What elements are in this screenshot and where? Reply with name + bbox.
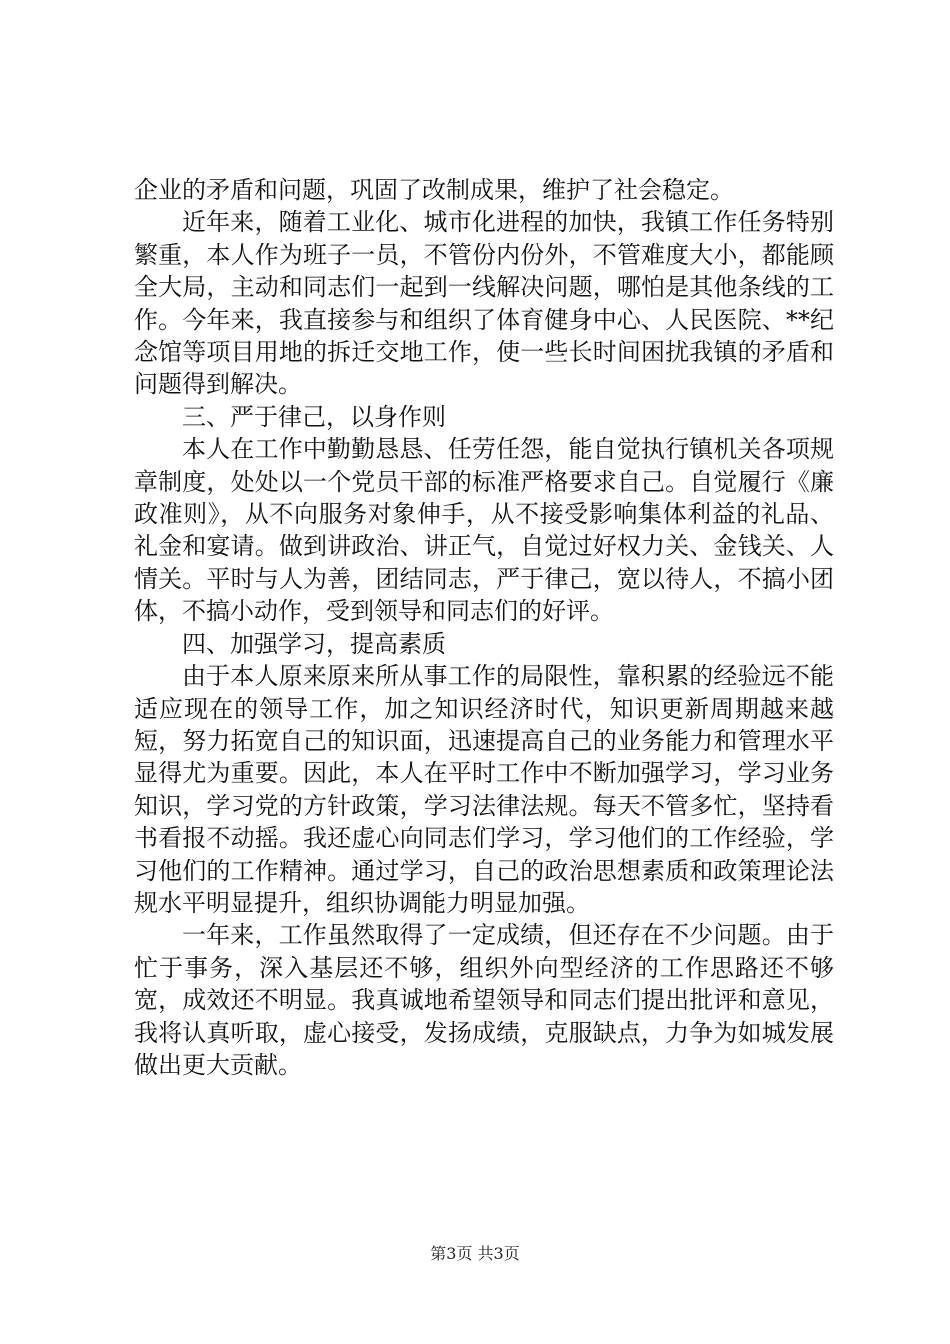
page-footer: 第3页 共3页	[430, 1244, 520, 1263]
document-body	[134, 174, 834, 1081]
paragraph-learning: 由于本人原来原来所从事工作的局限性，靠积累的经验远不能适应现在的领导工作，加之知识经济时代，知识更新周期越来越短，努力拓宽自己的知识面，迅速提高自己的业务能力和管理水平显得尤为重要。因此，本人在平时工作中不断加强学习，学习业务知识，学习党的方针政策，学习法律法规。每天不管多忙，坚持看书看报不动摇。我还虚心向同志们学习，学习他们的工作经验，学习他们的工作精神。通过学习，自己的政治思想素质和政策理论法规水平明显提升，组织协调能力明显加强。	[134, 662, 834, 917]
paragraph-continuation: 企业的矛盾和问题，巩固了改制成果，维护了社会稳定。	[134, 176, 734, 204]
paragraph-recent-years: 近年来，随着工业化、城市化进程的加快，我镇工作任务特别繁重，本人作为班子一员，不管份内份外，不管难度大小，都能顾全大局，主动和同志们一起到一线解决问题，哪怕是其他条线的工作。今年来，我直接参与和组织了体育健身中心、人民医院、**纪念馆等项目用地的拆迁交地工作，使一些长时间困扰我镇的矛盾和问题得到解决。	[134, 208, 834, 399]
section-heading-3: 三、严于律己，以身作则	[182, 402, 446, 431]
paragraph-conclusion: 一年来，工作虽然取得了一定成绩，但还存在不少问题。由于忙于事务，深入基层还不够，组织外向型经济的工作思路还不够宽，成效还不明显。我真诚地希望领导和同志们提出批评和意见，我将认真听取，虚心接受，发扬成绩，克服缺点，力争为如城发展做出更大贡献。	[134, 921, 834, 1079]
section-heading-4: 四、加强学习，提高素质	[182, 629, 446, 658]
paragraph-self-discipline: 本人在工作中勤勤恳恳、任劳任怨，能自觉执行镇机关各项规章制度，处处以一个党员干部的标准严格要求自己。自觉履行《廉政准则》，从不向服务对象伸手，从不接受影响集体利益的礼品、礼金和宴请。做到讲政治、讲正气，自觉过好权力关、金钱关、人情关。平时与人为善，团结同志，严于律己，宽以待人，不搞小团体，不搞小动作，受到领导和同志们的好评。	[134, 435, 834, 626]
